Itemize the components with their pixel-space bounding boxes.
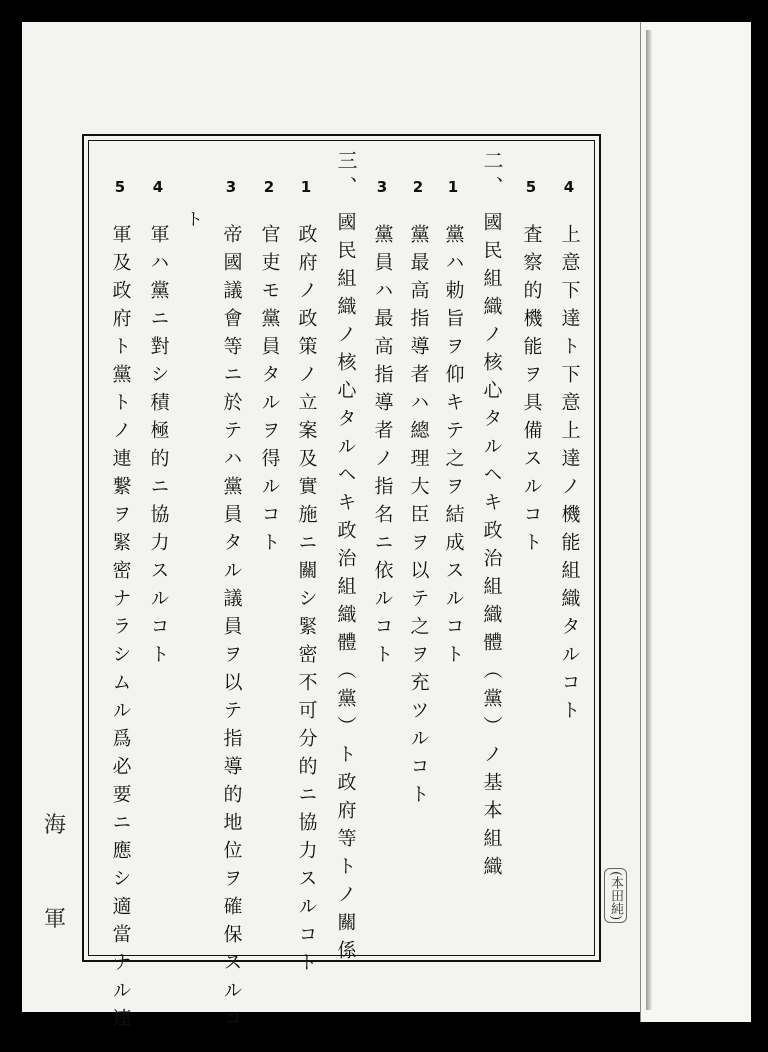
- section-two-mark: 二、: [480, 150, 504, 202]
- section-three-mark: 三、: [334, 150, 358, 202]
- item-text: 官吏モ黨員タルヲ得ルコト: [258, 224, 281, 560]
- item-text: 政府ノ政策ノ立案及實施ニ關シ緊密不可分的ニ協力スルコト: [295, 224, 318, 980]
- item-number: 4: [563, 178, 575, 196]
- margin-label-bottom: 軍: [44, 907, 67, 932]
- item-number: 1: [300, 178, 312, 196]
- column-s3-item-3: [219, 180, 243, 1036]
- column-s3-item-4: [146, 180, 170, 672]
- item-text: 軍及政府ト黨トノ連繋ヲ緊密ナラシムル爲必要ニ應シ適當ナル連: [109, 224, 132, 1036]
- item-text: 査察的機能ヲ具備スルコト: [520, 224, 543, 560]
- column-s3-item-5: [108, 180, 132, 1036]
- item-number: 5: [525, 178, 537, 196]
- item-number: 2: [263, 178, 275, 196]
- item-text: 黨最高指導者ハ總理大臣ヲ以テ之ヲ充ツルコト: [407, 224, 430, 812]
- column-s2-item-2: [406, 180, 430, 812]
- item-text: 帝國議會等ニ於テハ黨員タル議員ヲ以テ指導的地位ヲ確保スルコ: [220, 224, 243, 1036]
- item-number: 4: [152, 178, 164, 196]
- section-heading-text: 國民組織ノ核心タルヘキ政治組織體（黨）ト政府等トノ關係: [334, 212, 357, 968]
- spine-shadow: [646, 30, 652, 1010]
- column-item-5: [519, 180, 543, 560]
- section-heading-text: 國民組織ノ核心タルヘキ政治組織體（黨）ノ基本組織: [480, 212, 503, 884]
- continuation-character: ト: [186, 210, 203, 230]
- item-number: 2: [412, 178, 424, 196]
- item-number: 3: [225, 178, 237, 196]
- column-s3-item-1: [294, 180, 318, 980]
- section-two-heading: [479, 212, 503, 884]
- item-number: 3: [376, 178, 388, 196]
- item-text: 上意下達ト下意上達ノ機能組織タルコト: [558, 224, 581, 728]
- author-stamp: (本田純): [604, 868, 627, 923]
- column-s2-item-3: [370, 180, 394, 672]
- section-three-heading: [333, 212, 357, 968]
- margin-label-top: 海: [44, 813, 67, 838]
- column-item-4: [557, 180, 581, 728]
- page-spine: [640, 22, 751, 1022]
- item-number: 5: [114, 178, 126, 196]
- item-text: 黨ハ勅旨ヲ仰キテ之ヲ結成スルコト: [442, 224, 465, 672]
- column-s3-item-2: [257, 180, 281, 560]
- item-text: 軍ハ黨ニ對シ積極的ニ協力スルコト: [147, 224, 170, 672]
- item-text: 黨員ハ最高指導者ノ指名ニ依ルコト: [371, 224, 394, 672]
- item-number: 1: [447, 178, 459, 196]
- column-s2-item-1: [441, 180, 465, 672]
